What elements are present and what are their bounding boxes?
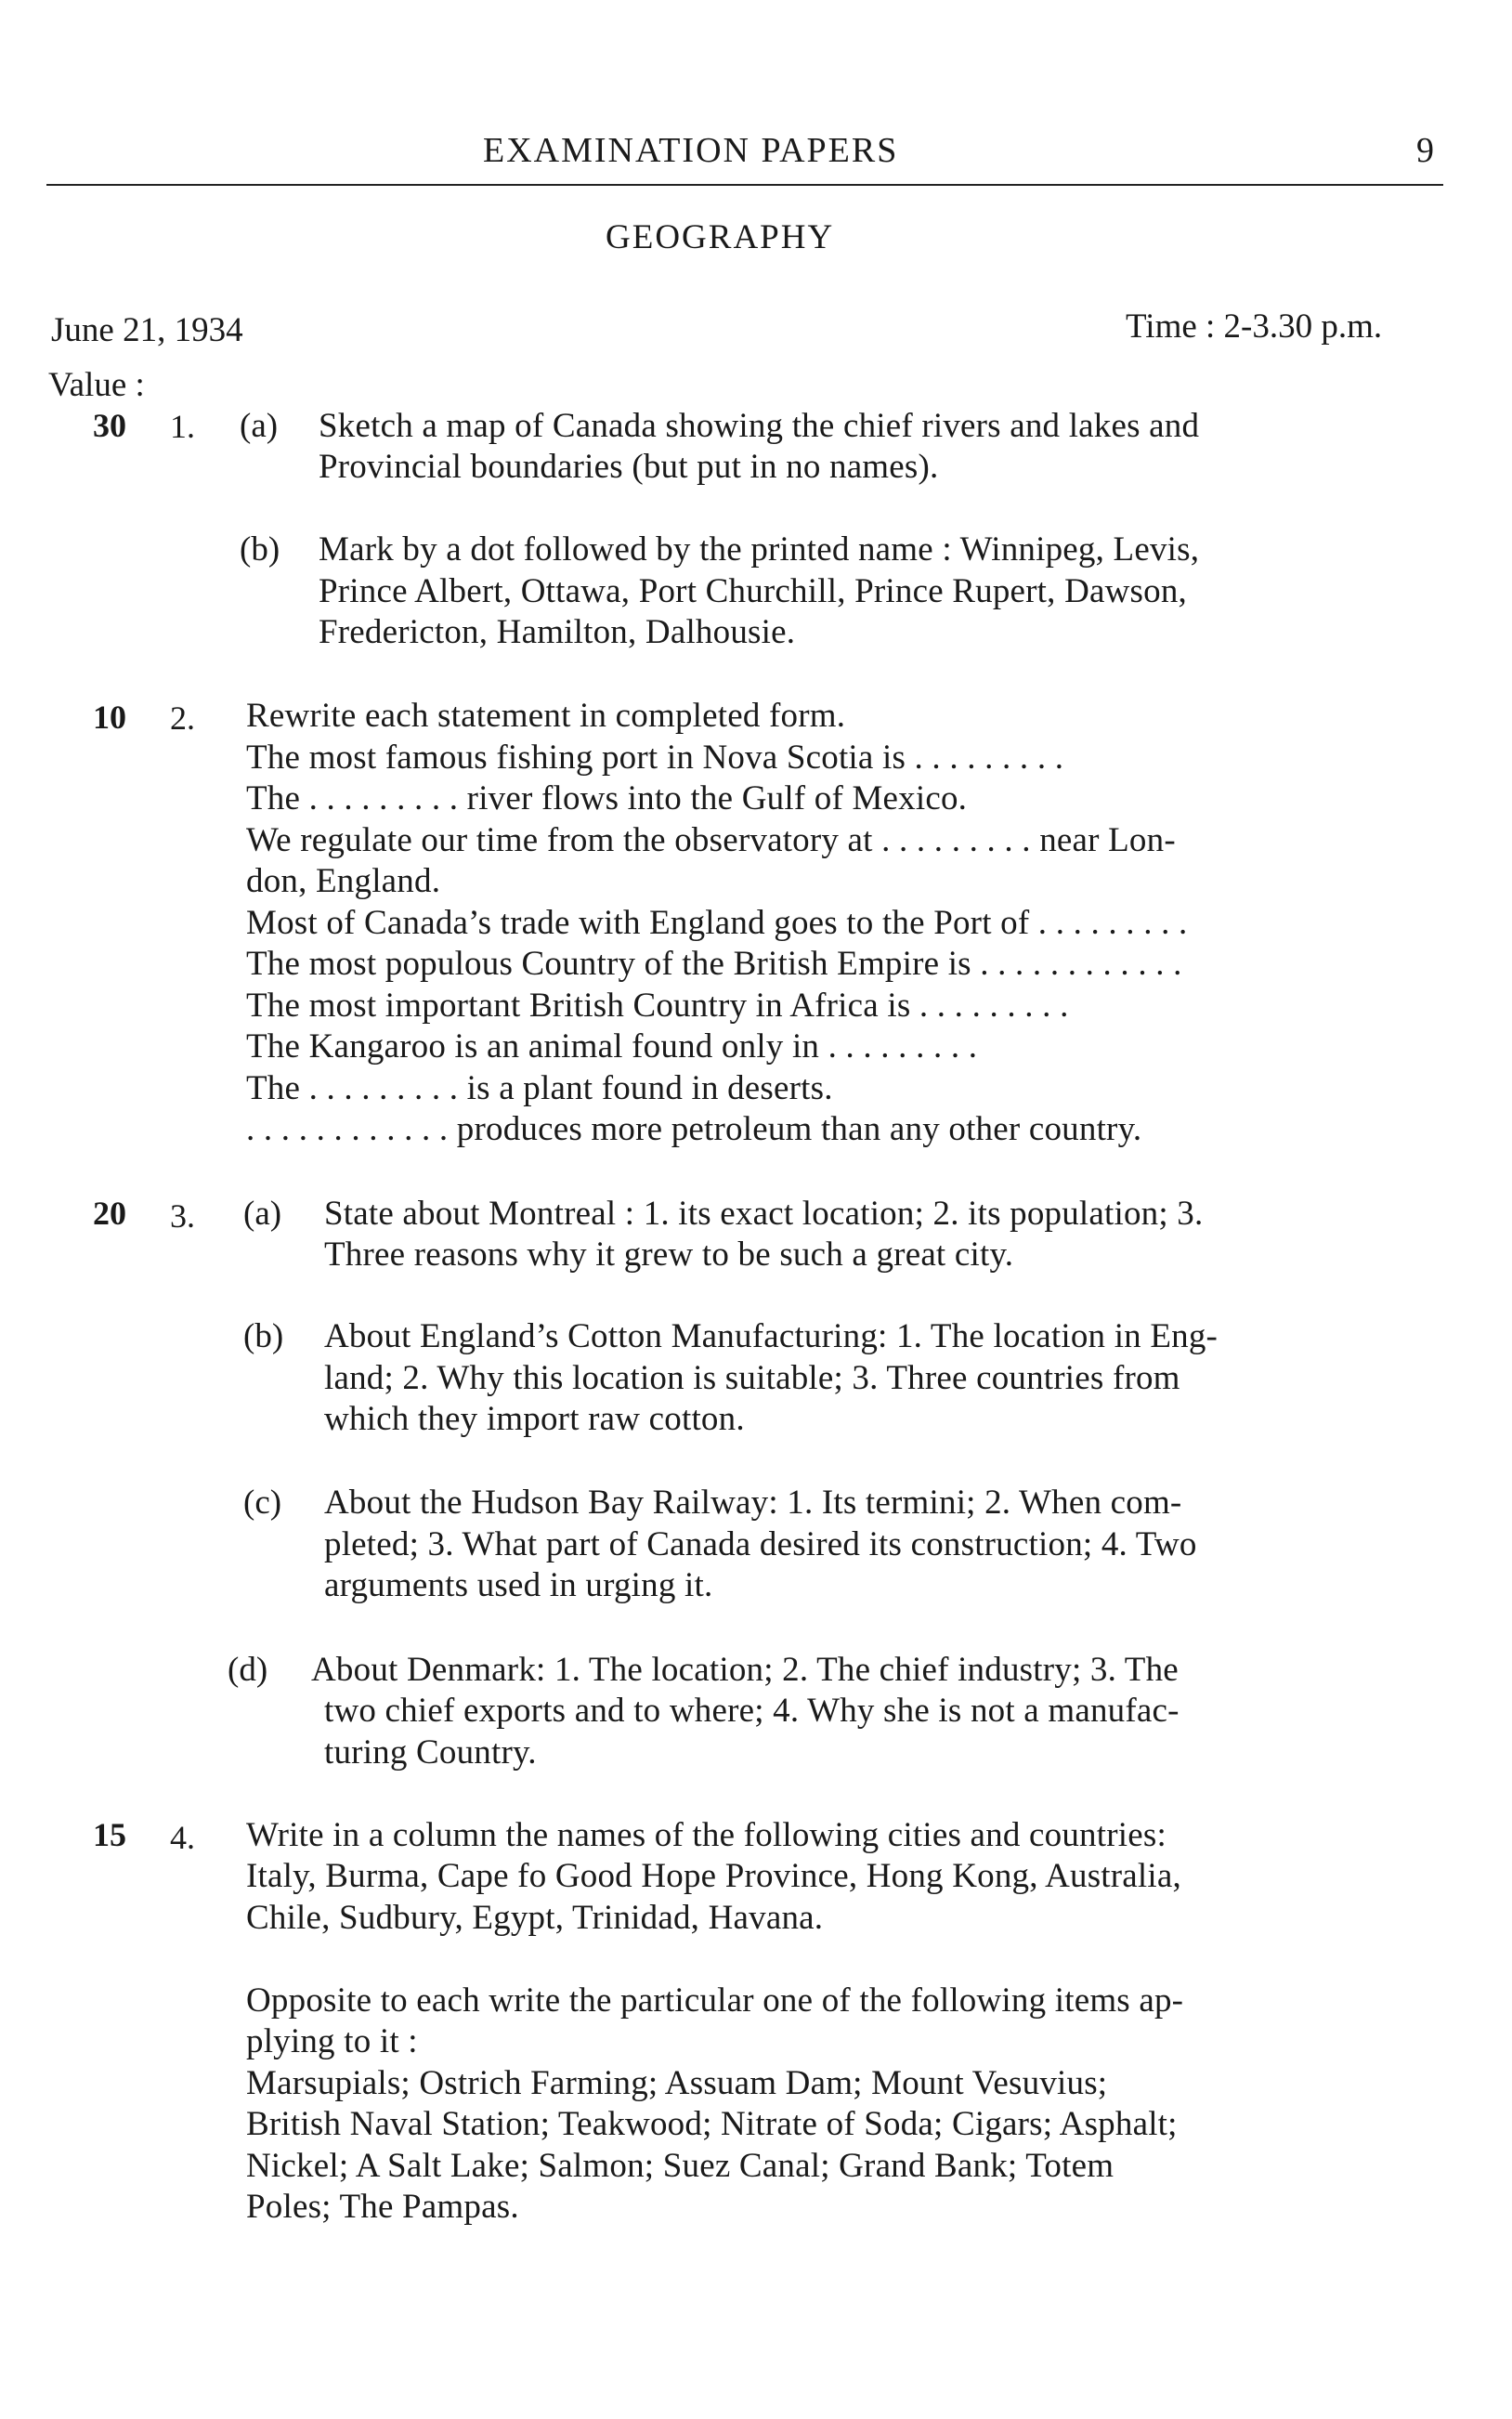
question-line: The . . . . . . . . . river flows into the Gulf of Mexico. [246, 779, 968, 817]
part-label: (a) [240, 407, 279, 445]
question-number: 3. [170, 1197, 195, 1235]
question-number: 4. [170, 1819, 195, 1856]
question-number: 1. [170, 408, 195, 445]
question-line: We regulate our time from the observatory at . . . . . . . . . near Lon- [246, 821, 1176, 859]
question-line: Three reasons why it grew to be such a great city. [324, 1236, 1014, 1274]
question-line: The most populous Country of the British Empire is . . . . . . . . . . . . [246, 945, 1182, 983]
exam-time: Time : 2-3.30 p.m. [1126, 307, 1383, 346]
header-rule [46, 184, 1443, 186]
question-line: Rewrite each statement in completed form. [246, 697, 846, 735]
page-number: 9 [1416, 131, 1434, 170]
question-line: Write in a column the names of the following cities and countries: [246, 1816, 1167, 1854]
question-line: arguments used in urging it. [324, 1566, 713, 1604]
question-line: The . . . . . . . . . is a plant found in deserts. [246, 1069, 833, 1107]
question-line: Italy, Burma, Cape fo Good Hope Province, Hong Kong, Australia, [246, 1857, 1181, 1895]
question-line: The most important British Country in Africa is . . . . . . . . . [246, 987, 1069, 1025]
part-label: (d) [228, 1651, 268, 1689]
question-line: land; 2. Why this location is suitable; 3. Three countries from [324, 1359, 1180, 1397]
part-label: (b) [240, 530, 280, 569]
question-line: Provincial boundaries (but put in no names). [319, 448, 939, 486]
part-label: (b) [243, 1317, 284, 1355]
part-label: (c) [243, 1484, 282, 1522]
running-title: EXAMINATION PAPERS [483, 131, 899, 170]
question-line: which they import raw cotton. [324, 1400, 745, 1438]
question-line: Fredericton, Hamilton, Dalhousie. [319, 613, 796, 651]
question-line: Mark by a dot followed by the printed name : Winnipeg, Levis, [319, 530, 1200, 569]
question-line: British Naval Station; Teakwood; Nitrate of Soda; Cigars; Asphalt; [246, 2105, 1178, 2143]
question-line: About the Hudson Bay Railway: 1. Its termini; 2. When com- [324, 1484, 1182, 1522]
question-line: . . . . . . . . . . . . produces more petroleum than any other country. [246, 1110, 1142, 1148]
question-value: 30 [93, 407, 126, 444]
question-line: Sketch a map of Canada showing the chief rivers and lakes and [319, 407, 1200, 445]
exam-date: June 21, 1934 [51, 311, 243, 349]
question-line: About Denmark: 1. The location; 2. The chief industry; 3. The [311, 1651, 1179, 1689]
question-line: plying to it : [246, 2022, 418, 2060]
question-line: pleted; 3. What part of Canada desired its construction; 4. Two [324, 1525, 1197, 1563]
question-line: State about Montreal : 1. its exact location; 2. its population; 3. [324, 1195, 1204, 1233]
question-line: About England’s Cotton Manufacturing: 1. The location in Eng- [324, 1317, 1219, 1355]
question-value: 10 [93, 699, 126, 736]
question-line: turing Country. [324, 1733, 537, 1772]
question-line: Chile, Sudbury, Egypt, Trinidad, Havana. [246, 1899, 824, 1937]
question-line: The most famous fishing port in Nova Scotia is . . . . . . . . . [246, 739, 1064, 777]
question-line: The Kangaroo is an animal found only in . . . . . . . . . [246, 1027, 978, 1066]
question-line: Marsupials; Ostrich Farming; Assuam Dam; Mount Vesuvius; [246, 2064, 1108, 2102]
question-line: Opposite to each write the particular one of the following items ap- [246, 1981, 1184, 2020]
value-heading: Value : [48, 366, 145, 404]
question-line: don, England. [246, 862, 441, 900]
question-number: 2. [170, 700, 195, 737]
question-line: Poles; The Pampas. [246, 2188, 519, 2226]
subject-title: GEOGRAPHY [606, 218, 835, 256]
question-line: Prince Albert, Ottawa, Port Churchill, Prince Rupert, Dawson, [319, 572, 1187, 610]
question-line: two chief exports and to where; 4. Why she is not a manufac- [324, 1692, 1180, 1730]
part-label: (a) [243, 1195, 282, 1233]
question-value: 20 [93, 1195, 126, 1232]
question-line: Most of Canada’s trade with England goes to the Port of . . . . . . . . . [246, 904, 1188, 942]
question-value: 15 [93, 1816, 126, 1853]
question-line: Nickel; A Salt Lake; Salmon; Suez Canal; Grand Bank; Totem [246, 2147, 1114, 2185]
